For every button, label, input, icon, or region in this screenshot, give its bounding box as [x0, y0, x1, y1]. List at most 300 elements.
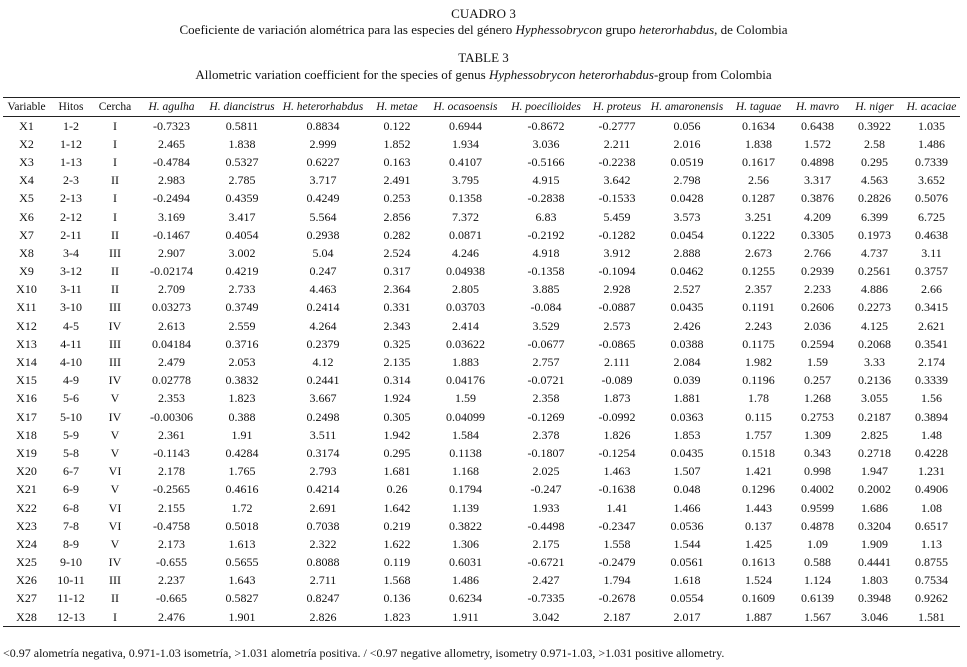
caption-es-genus: Hyphessobrycon	[515, 22, 603, 37]
table-cell: 10-11	[57, 573, 85, 588]
table-cell: 0.136	[383, 591, 411, 606]
caption-en-genus: Hyphessobrycon heterorhabdus	[488, 67, 654, 82]
table-cell: 1.942	[383, 427, 411, 442]
table-cell: 4.463	[309, 282, 337, 297]
table-cell: 2.793	[309, 464, 337, 479]
table-cell: 0.1196	[742, 373, 775, 388]
table-cell: X1	[19, 118, 34, 133]
table-cell: 0.331	[383, 300, 411, 315]
table-cell: 0.388	[228, 409, 256, 424]
table-cell: -0.2192	[527, 227, 565, 242]
table-cell: 2.491	[383, 173, 411, 188]
table-cell: 0.1617	[742, 154, 775, 169]
table-cell: 2-13	[60, 191, 82, 206]
table-cell: 0.4441	[858, 555, 891, 570]
table-row	[3, 117, 960, 136]
table-cell: 4-10	[60, 355, 82, 370]
column-header: H. proteus	[588, 98, 646, 117]
table-cell: 2.155	[158, 500, 185, 515]
table-cell: 0.1794	[449, 482, 482, 497]
table-cell: 5.564	[309, 209, 337, 224]
table-cell: 1.035	[918, 118, 945, 133]
table-cell: 3.046	[846, 608, 903, 627]
table-cell: 2-12	[60, 209, 82, 224]
table-cell: II	[111, 227, 119, 242]
table-cell: 0.1358	[449, 191, 482, 206]
table-cell: 1.852	[383, 136, 411, 151]
table-cell: 3.11	[921, 245, 942, 260]
table-cell: 0.8247	[306, 591, 340, 606]
table-cell: 5.04	[312, 245, 334, 260]
table-cell: 1.909	[861, 536, 888, 551]
table-cell: 0.5811	[225, 118, 259, 133]
table-cell: 2.211	[603, 136, 631, 151]
table-cell: 2.785	[228, 173, 256, 188]
table-cell: 1.309	[804, 427, 831, 442]
table-cell: 3.912	[603, 245, 631, 260]
column-header: Variable	[3, 98, 50, 117]
table-cell: 2.187	[588, 608, 646, 627]
table-cell: 1.09	[807, 536, 828, 551]
table-cell: I	[92, 608, 138, 627]
table-cell: 2.479	[158, 355, 185, 370]
column-header: H. diancistrus	[205, 98, 279, 117]
table-cell: 0.0454	[670, 227, 704, 242]
table-cell: 5-9	[63, 427, 79, 442]
table-cell: 0.257	[804, 373, 831, 388]
table-cell: 0.0435	[670, 445, 704, 460]
table-cell: 0.2498	[306, 409, 340, 424]
table-cell: 5-10	[60, 409, 82, 424]
table-cell: 2.465	[158, 136, 185, 151]
table-cell: 0.4219	[225, 264, 259, 279]
table-cell: II	[111, 282, 119, 297]
table-cell: 4.12	[312, 355, 334, 370]
table-cell: 3-10	[60, 300, 82, 315]
table-cell: 0.4616	[225, 482, 259, 497]
table-cell: 1.686	[861, 500, 888, 515]
table-cell: 0.0536	[670, 518, 704, 533]
table-cell: 6-8	[63, 500, 79, 515]
table-cell: 0.1138	[449, 445, 482, 460]
table-cell: -0.1533	[598, 191, 636, 206]
table-cell: 0.1634	[742, 118, 775, 133]
table-cell: 1-13	[60, 154, 82, 169]
table-cell: -0.2777	[598, 118, 636, 133]
table-cell: 0.1287	[742, 191, 775, 206]
table-cell: 0.3876	[801, 191, 834, 206]
table-cell: 0.2379	[306, 336, 340, 351]
table-cell: 1.231	[918, 464, 945, 479]
table-cell: 2.036	[804, 318, 831, 333]
table-cell: X17	[16, 409, 37, 424]
table-cell: 0.6227	[306, 154, 340, 169]
table-cell: 2-3	[63, 173, 79, 188]
table-cell: 2.025	[532, 464, 560, 479]
table-row	[3, 317, 960, 335]
table-cell: 1.803	[861, 573, 888, 588]
table-cell: 1.524	[745, 573, 772, 588]
table-cell: 3.573	[673, 209, 701, 224]
table-cell: 0.9262	[915, 591, 948, 606]
table-cell: 1.124	[804, 573, 831, 588]
table-cell: 0.219	[383, 518, 411, 533]
table-cell: X4	[19, 173, 34, 188]
table-cell: -0.4498	[527, 518, 565, 533]
table-cell: 4.918	[532, 245, 560, 260]
table-cell: 1.306	[452, 536, 479, 551]
table-row	[3, 226, 960, 244]
table-cell: 2.084	[673, 355, 701, 370]
table-cell: 1.924	[383, 391, 411, 406]
table-cell: 6-9	[63, 482, 79, 497]
table-cell: 2.237	[158, 573, 185, 588]
table-cell: 2.733	[228, 282, 256, 297]
table-cell: X27	[16, 591, 37, 606]
table-cell: I	[113, 209, 117, 224]
table-cell: VI	[108, 518, 122, 533]
table-cell: X23	[16, 518, 37, 533]
table-cell: X3	[19, 154, 34, 169]
table-cell: 0.343	[804, 445, 831, 460]
table-cell: 0.056	[673, 118, 701, 133]
table-cell: 0.8755	[915, 555, 948, 570]
table-cell: 1.59	[807, 355, 828, 370]
column-header: H. ocasoensis	[427, 98, 504, 117]
table-cell: IV	[108, 373, 122, 388]
table-cell: 2.178	[158, 464, 185, 479]
table-cell: 0.03703	[446, 300, 485, 315]
table-cell: X12	[16, 318, 37, 333]
table-cell: 2.888	[673, 245, 701, 260]
table-cell: 4.886	[861, 282, 888, 297]
table-cell: 0.2187	[858, 409, 891, 424]
table-cell: 0.1175	[742, 336, 775, 351]
table-cell: 0.122	[383, 118, 411, 133]
table-cell: 1.643	[228, 573, 256, 588]
table-cell: 1.887	[728, 608, 789, 627]
table-cell: I	[113, 154, 117, 169]
table-cell: 1.443	[745, 500, 772, 515]
table-cell: 1.08	[921, 500, 942, 515]
table-cell: 2.173	[158, 536, 185, 551]
table-cell: 3-12	[60, 264, 82, 279]
table-row	[3, 353, 960, 371]
table-cell: 0.4284	[225, 445, 259, 460]
table-cell: 2.476	[138, 608, 205, 627]
table-row	[3, 208, 960, 226]
table-cell: 0.0871	[449, 227, 482, 242]
table-cell: III	[109, 355, 121, 370]
table-cell: 6.83	[535, 209, 557, 224]
table-cell: 1.947	[861, 464, 888, 479]
table-cell: 1.466	[673, 500, 701, 515]
table-cell: 1.581	[903, 608, 960, 627]
table-cell: 0.3204	[858, 518, 891, 533]
table-cell: 1.486	[452, 573, 479, 588]
table-cell: 3.717	[309, 173, 337, 188]
table-cell: 3.251	[745, 209, 772, 224]
column-header: H. niger	[846, 98, 903, 117]
table-row	[3, 517, 960, 535]
table-cell: -0.655	[156, 555, 187, 570]
table-cell: 4.209	[804, 209, 831, 224]
table-cell: 0.048	[673, 482, 701, 497]
table-cell: 0.3948	[858, 591, 891, 606]
table-cell: X26	[16, 573, 37, 588]
table-cell: 1.826	[603, 427, 631, 442]
table-cell: 9-10	[60, 555, 82, 570]
table-cell: 2.691	[309, 500, 337, 515]
table-cell: 12-13	[50, 608, 92, 627]
table-cell: 0.2561	[858, 264, 891, 279]
table-cell: 2.414	[452, 318, 479, 333]
table-cell: 0.305	[383, 409, 411, 424]
table-cell: 2.364	[383, 282, 411, 297]
table-cell: 2-11	[60, 227, 82, 242]
column-header: H. metae	[367, 98, 427, 117]
column-header: H. poecilioides	[504, 98, 588, 117]
table-cell: 2.709	[158, 282, 185, 297]
table-cell: 2.825	[861, 427, 888, 442]
table-cell: 0.4249	[306, 191, 340, 206]
table-cell: 0.2136	[858, 373, 891, 388]
table-cell: -0.0992	[598, 409, 636, 424]
table-cell: 1.934	[452, 136, 479, 151]
table-cell: 0.0561	[670, 555, 704, 570]
table-cell: 6-7	[63, 464, 79, 479]
table-cell: X8	[19, 245, 34, 260]
table-cell: X21	[16, 482, 37, 497]
table-cell: 0.1222	[742, 227, 775, 242]
table-cell: 0.6517	[915, 518, 948, 533]
table-cell: 2.798	[673, 173, 701, 188]
table-cell: 2.343	[383, 318, 411, 333]
table-cell: 0.998	[804, 464, 831, 479]
allometric-table	[3, 97, 960, 627]
table-cell: -0.1143	[153, 445, 190, 460]
table-cell: -0.2494	[153, 191, 190, 206]
table-cell: 2.233	[804, 282, 831, 297]
table-cell: 0.0428	[670, 191, 704, 206]
table-cell: 0.2939	[801, 264, 834, 279]
table-cell: 0.4359	[225, 191, 259, 206]
table-cell: 1.794	[603, 573, 631, 588]
table-cell: 0.4214	[306, 482, 340, 497]
table-cell: 1.911	[427, 608, 504, 627]
table-cell: 0.0554	[670, 591, 704, 606]
table-cell: 3.667	[309, 391, 337, 406]
table-cell: X16	[16, 391, 37, 406]
table-cell: 0.1255	[742, 264, 775, 279]
table-cell: 2.613	[158, 318, 185, 333]
table-cell: 5.459	[603, 209, 631, 224]
table-cell: 2.353	[158, 391, 185, 406]
table-cell: 0.7534	[915, 573, 948, 588]
table-cell: 7-8	[63, 518, 79, 533]
table-cell: 1.622	[383, 536, 411, 551]
caption-es-text-3: , de Colombia	[714, 22, 788, 37]
table-cell: III	[109, 300, 121, 315]
table-cell: -0.1094	[598, 264, 636, 279]
table-cell: 1.507	[673, 464, 701, 479]
table-cell: IV	[108, 318, 122, 333]
table-cell: 3.885	[532, 282, 560, 297]
table-body	[3, 117, 960, 627]
table-cell: 2.053	[228, 355, 256, 370]
table-cell: 1.78	[748, 391, 769, 406]
table-cell: III	[109, 336, 121, 351]
table-cell: 0.3832	[225, 373, 259, 388]
table-row	[3, 608, 960, 627]
table-cell: 0.2718	[858, 445, 891, 460]
footnote: <0.97 alometría negativa, 0.971-1.03 isometría, >1.031 alometría positiva. / <0.97 negative allometry, isometry 0.971-1.03, >1.031 positive allometry.	[3, 646, 725, 660]
table-cell: 2.175	[532, 536, 560, 551]
table-cell: 4.125	[861, 318, 888, 333]
table-cell: VI	[108, 500, 122, 515]
table-cell: 0.282	[383, 227, 411, 242]
table-cell: 1.421	[745, 464, 772, 479]
table-cell: 1.765	[228, 464, 256, 479]
table-cell: 3.33	[864, 355, 885, 370]
table-cell: 2.907	[158, 245, 185, 260]
table-cell: X14	[16, 355, 37, 370]
table-cell: 0.4878	[801, 518, 834, 533]
table-cell: 1.463	[603, 464, 631, 479]
table-cell: 2.559	[228, 318, 256, 333]
table-cell: 0.3716	[225, 336, 259, 351]
table-cell: 0.2414	[306, 300, 340, 315]
caption-en-title	[0, 67, 967, 83]
table-cell: -0.7335	[527, 591, 565, 606]
table-cell: 1.584	[452, 427, 479, 442]
table-cell: 2.805	[452, 282, 479, 297]
table-cell: VI	[108, 464, 122, 479]
caption-en-text-1: Allometric variation coefficient for the species of genus	[195, 67, 489, 82]
table-cell: 0.2606	[801, 300, 834, 315]
caption-es-text-1: Coeficiente de variación alométrica para las especies del género	[179, 22, 516, 37]
table-cell: 0.04176	[446, 373, 485, 388]
caption-en-text-2: -group from Colombia	[653, 67, 772, 82]
table-cell: 1.901	[205, 608, 279, 627]
table-cell: V	[110, 482, 120, 497]
table-cell: 0.247	[309, 264, 337, 279]
table-cell: X15	[16, 373, 37, 388]
table-cell: 1.838	[228, 136, 256, 151]
table-cell: 0.3305	[801, 227, 834, 242]
table-cell: 1.883	[452, 355, 479, 370]
table-cell: 0.0388	[670, 336, 704, 351]
table-cell: 0.0363	[670, 409, 704, 424]
table-cell: 0.588	[804, 555, 831, 570]
table-cell: 0.2753	[801, 409, 834, 424]
table-cell: 0.325	[383, 336, 411, 351]
table-cell: -0.02174	[150, 264, 193, 279]
table-cell: 0.6944	[449, 118, 482, 133]
table-cell: 3.042	[504, 608, 588, 627]
table-cell: -0.2347	[598, 518, 636, 533]
table-cell: -0.089	[601, 373, 633, 388]
table-cell: 2.135	[383, 355, 411, 370]
table-cell: X24	[16, 536, 37, 551]
table-cell: 0.5327	[225, 154, 259, 169]
table-cell: 4-5	[63, 318, 79, 333]
column-header: H. agulha	[138, 98, 205, 117]
table-cell: 2.243	[745, 318, 772, 333]
table-cell: 4.737	[861, 245, 888, 260]
table-cell: 2.322	[309, 536, 337, 551]
table-cell: -0.00306	[150, 409, 193, 424]
table-cell: 0.295	[861, 154, 888, 169]
table-cell: 3.642	[603, 173, 631, 188]
table-cell: 8-9	[63, 536, 79, 551]
table-cell: 0.2273	[858, 300, 891, 315]
table-cell: 0.1191	[742, 300, 775, 315]
table-cell: 4.264	[309, 318, 337, 333]
table-cell: 0.295	[383, 445, 411, 460]
table-cell: V	[110, 427, 120, 442]
table-cell: I	[113, 191, 117, 206]
table-cell: X11	[16, 300, 37, 315]
table-header-row	[3, 98, 960, 117]
table-cell: X7	[19, 227, 34, 242]
caption-es-label: CUADRO 3	[451, 6, 516, 21]
table-cell: 0.115	[745, 409, 772, 424]
table-row	[3, 535, 960, 553]
table-cell: 0.5076	[915, 191, 948, 206]
table-cell: 3.002	[228, 245, 256, 260]
table-cell: 1.41	[606, 500, 628, 515]
table-cell: 2.58	[864, 136, 885, 151]
table-cell: -0.2678	[598, 591, 636, 606]
table-cell: 0.04099	[446, 409, 485, 424]
table-cell: 2.983	[158, 173, 185, 188]
table-cell: -0.8672	[527, 118, 565, 133]
table-cell: 0.1518	[742, 445, 775, 460]
table-cell: 1.982	[745, 355, 772, 370]
table-cell: 4-9	[63, 373, 79, 388]
table-cell: 0.6438	[801, 118, 834, 133]
table-cell: 1.568	[383, 573, 411, 588]
table-cell: -0.1358	[527, 264, 565, 279]
table-cell: -0.2479	[598, 555, 636, 570]
table-cell: 2.527	[673, 282, 701, 297]
table-cell: 2.361	[158, 427, 185, 442]
table-cell: 1.823	[367, 608, 427, 627]
table-cell: 0.3894	[915, 409, 948, 424]
table-row	[3, 153, 960, 171]
table-cell: 0.5827	[225, 591, 259, 606]
table-cell: 0.9599	[801, 500, 834, 515]
table-row	[3, 572, 960, 590]
table-cell: X10	[16, 282, 37, 297]
table-cell: -0.084	[530, 300, 562, 315]
table-cell: -0.1282	[598, 227, 636, 242]
table-cell: 4.246	[452, 245, 479, 260]
table-cell: 1.59	[455, 391, 476, 406]
table-cell: X28	[3, 608, 50, 627]
table-cell: 4-11	[60, 336, 82, 351]
table-cell: -0.1269	[527, 409, 565, 424]
column-header: H. mavro	[789, 98, 846, 117]
table-cell: X19	[16, 445, 37, 460]
table-cell: 0.7339	[915, 154, 948, 169]
table-cell: -0.2838	[527, 191, 565, 206]
table-cell: 0.6031	[449, 555, 482, 570]
table-cell: 3.055	[861, 391, 888, 406]
table-cell: 0.119	[383, 555, 411, 570]
table-cell: 3.169	[158, 209, 185, 224]
